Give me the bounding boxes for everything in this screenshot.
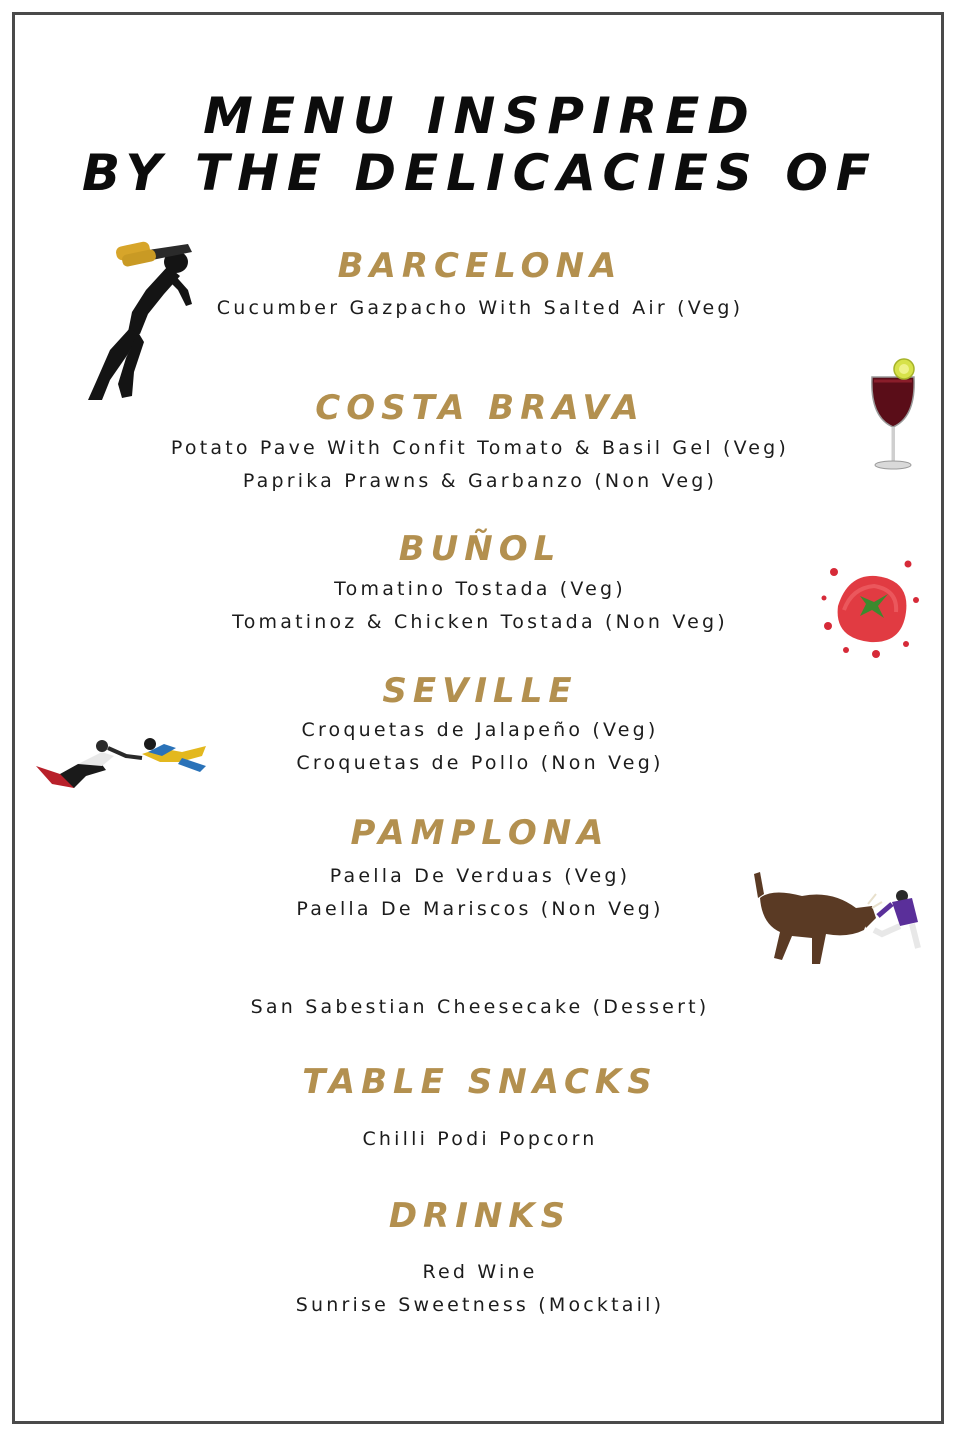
skydivers-illustration <box>30 718 212 794</box>
menu-item: Red Wine <box>422 1261 538 1283</box>
section-heading-bunol: BUÑOL <box>398 529 562 569</box>
splattered-tomato-illustration <box>818 554 926 662</box>
menu-item: Tomatino Tostada (Veg) <box>334 578 626 600</box>
scuba-diver-illustration <box>52 232 208 402</box>
menu-item: Chilli Podi Popcorn <box>362 1128 598 1150</box>
bull-and-runner-illustration <box>752 868 928 972</box>
section-heading-seville: SEVILLE <box>382 671 578 711</box>
menu-item: Paprika Prawns & Garbanzo (Non Veg) <box>242 470 718 492</box>
menu-item: Cucumber Gazpacho With Salted Air (Veg) <box>216 297 744 319</box>
menu-item: Croquetas de Jalapeño (Veg) <box>301 719 659 741</box>
menu-item: Paella De Verduas (Veg) <box>329 865 631 887</box>
menu-item: Potato Pave With Confit Tomato & Basil Gel (Veg) <box>170 437 790 459</box>
menu-title-line-1: MENU INSPIRED <box>203 87 757 145</box>
section-heading-costa-brava: COSTA BRAVA <box>315 388 645 428</box>
dessert-item: San Sabestian Cheesecake (Dessert) <box>250 996 710 1018</box>
menu-item: Tomatinoz & Chicken Tostada (Non Veg) <box>232 611 728 633</box>
section-heading-table-snacks: TABLE SNACKS <box>302 1062 658 1102</box>
sangria-glass-illustration <box>862 355 924 473</box>
section-heading-barcelona: BARCELONA <box>337 246 623 286</box>
menu-item: Paella De Mariscos (Non Veg) <box>296 898 664 920</box>
menu-item: Sunrise Sweetness (Mocktail) <box>295 1294 665 1316</box>
section-heading-drinks: DRINKS <box>388 1196 572 1236</box>
section-heading-pamplona: PAMPLONA <box>350 813 610 853</box>
menu-item: Croquetas de Pollo (Non Veg) <box>296 752 664 774</box>
menu-title-line-2: BY THE DELICACIES OF <box>81 144 878 202</box>
